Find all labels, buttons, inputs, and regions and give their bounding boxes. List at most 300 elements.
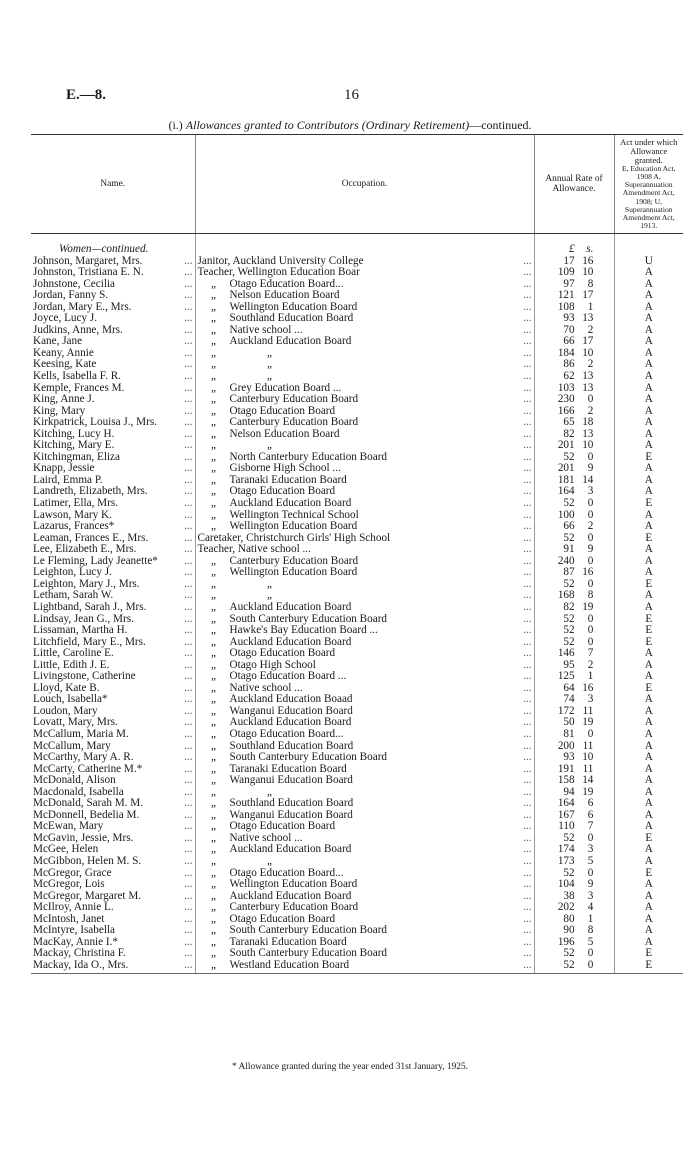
row-name: Leighton, Lucy J. ...	[31, 567, 195, 579]
row-rate: 166 2	[534, 406, 614, 418]
row-act: A	[644, 717, 653, 729]
row-occupation: „ Otago Education Board... ...	[195, 729, 534, 741]
row-name: McCallum, Maria M. ...	[31, 729, 195, 741]
row-name: Lindsay, Jean G., Mrs. ...	[31, 614, 195, 626]
row-act: A	[644, 798, 653, 810]
row-rate: 82 19	[534, 602, 614, 614]
table-row	[31, 602, 683, 614]
row-rate: 201 10	[534, 440, 614, 452]
table-row	[31, 741, 683, 753]
table-row	[31, 775, 683, 787]
row-name: McGregor, Lois ...	[31, 879, 195, 891]
row-name: McDonald, Alison ...	[31, 775, 195, 787]
table-row	[31, 440, 683, 452]
row-rate: 110 7	[534, 821, 614, 833]
row-act: A	[644, 359, 653, 371]
section-label: Women—continued.	[31, 244, 195, 256]
row-name: McGregor, Grace ...	[31, 868, 195, 880]
row-occupation: „ Canterbury Education Board ...	[195, 902, 534, 914]
column-header-act	[614, 135, 683, 234]
column-header-name: Name.	[31, 135, 195, 234]
row-rate: 52 0	[534, 637, 614, 649]
table-row	[31, 406, 683, 418]
table-row	[31, 879, 683, 891]
row-occupation: „ Wellington Education Board ...	[195, 521, 534, 533]
row-name: Lightband, Sarah J., Mrs. ...	[31, 602, 195, 614]
row-occupation: „ Auckland Education Board ...	[195, 336, 534, 348]
row-name: McCallum, Mary ...	[31, 741, 195, 753]
row-act: A	[644, 301, 653, 313]
row-occupation: Teacher, Wellington Education Boar ...	[195, 267, 534, 279]
row-name: Loudon, Mary ...	[31, 706, 195, 718]
row-occupation: „ Canterbury Education Board ...	[195, 556, 534, 568]
row-rate: 93 13	[534, 313, 614, 325]
row-name: Lissaman, Martha H. ...	[31, 625, 195, 637]
row-rate: 87 16	[534, 567, 614, 579]
row-name: Le Fleming, Lady Jeanette* ...	[31, 556, 195, 568]
table-row	[31, 625, 683, 637]
table-row	[31, 833, 683, 845]
table-row	[31, 256, 683, 268]
row-act: A	[644, 417, 653, 429]
row-name: Little, Caroline E. ...	[31, 648, 195, 660]
row-name: King, Anne J. ...	[31, 394, 195, 406]
row-occupation: „ Otago Education Board ...	[195, 486, 534, 498]
row-act: A	[644, 336, 653, 348]
section-row	[31, 244, 683, 256]
row-occupation: „ „ ...	[195, 787, 534, 799]
table-row	[31, 706, 683, 718]
row-name: Keany, Annie ...	[31, 348, 195, 360]
table-row	[31, 486, 683, 498]
table-row	[31, 533, 683, 545]
row-act: A	[644, 786, 653, 798]
row-rate: 100 0	[534, 510, 614, 522]
row-rate: 52 0	[534, 960, 614, 974]
table-row	[31, 937, 683, 949]
row-rate: 125 1	[534, 671, 614, 683]
title-text: Allowances granted to Contributors (Ordinary Retirement)	[185, 118, 470, 132]
row-act: E	[645, 451, 653, 463]
row-act: A	[644, 879, 653, 891]
row-occupation: „ Otago High School ...	[195, 660, 534, 672]
table-row	[31, 279, 683, 291]
row-act: A	[644, 809, 653, 821]
row-rate: 158 14	[534, 775, 614, 787]
row-act: A	[644, 890, 653, 902]
row-name: Joyce, Lucy J. ...	[31, 313, 195, 325]
table-row	[31, 383, 683, 395]
table-row	[31, 660, 683, 672]
row-occupation: „ „ ...	[195, 856, 534, 868]
row-rate: 17 16	[534, 256, 614, 268]
row-occupation: „ Native school ... ...	[195, 683, 534, 695]
row-occupation: „ Auckland Education Boaad ...	[195, 694, 534, 706]
row-occupation: „ „ ...	[195, 440, 534, 452]
row-occupation: „ Wanganui Education Board ...	[195, 775, 534, 787]
row-act: A	[644, 671, 653, 683]
row-act: A	[644, 705, 653, 717]
row-occupation: „ Otago Education Board ...	[195, 648, 534, 660]
table-row	[31, 729, 683, 741]
row-occupation: „ Auckland Education Board ...	[195, 891, 534, 903]
row-act: E	[645, 948, 653, 960]
row-name: Macdonald, Isabella ...	[31, 787, 195, 799]
row-rate: 52 0	[534, 833, 614, 845]
row-act: A	[644, 313, 653, 325]
table-row	[31, 752, 683, 764]
row-rate: 66 17	[534, 336, 614, 348]
row-rate: 50 19	[534, 717, 614, 729]
row-name: Leighton, Mary J., Mrs. ...	[31, 579, 195, 591]
title-prefix: (i.)	[168, 118, 183, 132]
row-occupation: „ Auckland Education Board ...	[195, 844, 534, 856]
row-name: Kane, Jane ...	[31, 336, 195, 348]
row-act: A	[644, 902, 653, 914]
row-rate: 200 11	[534, 741, 614, 753]
row-act: A	[644, 567, 653, 579]
row-rate: 38 3	[534, 891, 614, 903]
row-rate: 64 16	[534, 683, 614, 695]
row-name: Johnston, Tristiana E. N. ...	[31, 267, 195, 279]
row-occupation: „ Auckland Education Board ...	[195, 717, 534, 729]
row-occupation: „ Wellington Education Board ...	[195, 567, 534, 579]
table-row	[31, 868, 683, 880]
row-name: Mackay, Ida O., Mrs. ...	[31, 960, 195, 974]
row-act: A	[644, 601, 653, 613]
row-occupation: „ Otago Education Board ...	[195, 821, 534, 833]
row-occupation: „ Otago Education Board... ...	[195, 279, 534, 291]
row-occupation: Caretaker, Christchurch Girls' High School ...	[195, 533, 534, 545]
currency-header: £ s.	[534, 244, 614, 256]
table-title	[0, 118, 700, 133]
row-rate: 201 9	[534, 463, 614, 475]
table-row	[31, 394, 683, 406]
row-name: Laird, Emma P. ...	[31, 475, 195, 487]
table-row	[31, 925, 683, 937]
row-name: Lawson, Mary K. ...	[31, 510, 195, 522]
row-occupation: „ South Canterbury Education Board ...	[195, 948, 534, 960]
table-row	[31, 844, 683, 856]
row-name: McGee, Helen ...	[31, 844, 195, 856]
row-act: A	[644, 555, 653, 567]
table-row	[31, 498, 683, 510]
row-occupation: „ Taranaki Education Board ...	[195, 937, 534, 949]
row-act: U	[644, 255, 653, 267]
row-name: Johnstone, Cecilia ...	[31, 279, 195, 291]
row-rate: 172 11	[534, 706, 614, 718]
row-occupation: „ Auckland Education Board ...	[195, 498, 534, 510]
row-name: McIntosh, Janet ...	[31, 914, 195, 926]
row-occupation: „ Otago Education Board ...	[195, 914, 534, 926]
row-rate: 109 10	[534, 267, 614, 279]
row-name: Keesing, Kate ...	[31, 359, 195, 371]
row-act: A	[644, 371, 653, 383]
row-act: A	[644, 394, 653, 406]
row-occupation: Teacher, Native school ... ...	[195, 544, 534, 556]
row-rate: 196 5	[534, 937, 614, 949]
row-act: A	[644, 694, 653, 706]
table-row	[31, 429, 683, 441]
row-rate: 52 0	[534, 948, 614, 960]
table-row	[31, 463, 683, 475]
row-occupation: „ Canterbury Education Board ...	[195, 394, 534, 406]
row-name: Kirkpatrick, Louisa J., Mrs. ...	[31, 417, 195, 429]
row-occupation: „ Gisborne High School ... ...	[195, 463, 534, 475]
row-act: A	[644, 267, 653, 279]
row-rate: 80 1	[534, 914, 614, 926]
row-name: Lovatt, Mary, Mrs. ...	[31, 717, 195, 729]
table-row	[31, 371, 683, 383]
table-row	[31, 302, 683, 314]
row-occupation: „ South Canterbury Education Board ...	[195, 752, 534, 764]
row-act: E	[645, 867, 653, 879]
table-row	[31, 821, 683, 833]
table-row	[31, 614, 683, 626]
row-rate: 52 0	[534, 868, 614, 880]
row-name: Kells, Isabella F. R. ...	[31, 371, 195, 383]
row-rate: 174 3	[534, 844, 614, 856]
row-name: Livingstone, Catherine ...	[31, 671, 195, 683]
table-row	[31, 798, 683, 810]
row-name: McDonald, Sarah M. M. ...	[31, 798, 195, 810]
row-name: Jordan, Fanny S. ...	[31, 290, 195, 302]
table-row	[31, 856, 683, 868]
table-row	[31, 544, 683, 556]
row-name: Kitching, Mary E. ...	[31, 440, 195, 452]
row-occupation: „ Otago Education Board ...	[195, 406, 534, 418]
row-rate: 181 14	[534, 475, 614, 487]
row-rate: 202 4	[534, 902, 614, 914]
table-row	[31, 579, 683, 591]
table-row	[31, 683, 683, 695]
table-row	[31, 475, 683, 487]
row-name: Lazarus, Frances* ...	[31, 521, 195, 533]
row-act: E	[645, 682, 653, 694]
table-row	[31, 914, 683, 926]
row-rate: 52 0	[534, 533, 614, 545]
row-act: A	[644, 775, 653, 787]
row-act: A	[644, 648, 653, 660]
row-name: McGibbon, Helen M. S. ...	[31, 856, 195, 868]
row-act: A	[644, 440, 653, 452]
row-rate: 52 0	[534, 614, 614, 626]
row-name: Judkins, Anne, Mrs. ...	[31, 325, 195, 337]
row-occupation: „ Canterbury Education Board ...	[195, 417, 534, 429]
table-row	[31, 556, 683, 568]
row-occupation: „ Grey Education Board ... ...	[195, 383, 534, 395]
act-legend: E, Education Act, 1908 A, Superannuation Amendment Act, 1908; U, Superannuation Amendment Act, 1913.	[621, 163, 676, 231]
table-row	[31, 452, 683, 464]
table-row	[31, 313, 683, 325]
row-rate: 146 7	[534, 648, 614, 660]
row-occupation: „ Taranaki Education Board ...	[195, 475, 534, 487]
row-act: A	[644, 405, 653, 417]
row-act: A	[644, 474, 653, 486]
row-act: A	[644, 428, 653, 440]
row-rate: 52 0	[534, 452, 614, 464]
row-occupation: „ South Canterbury Education Board ...	[195, 925, 534, 937]
row-act: A	[644, 925, 653, 937]
row-act: A	[644, 740, 653, 752]
row-occupation: „ Wanganui Education Board ...	[195, 810, 534, 822]
row-act: A	[644, 752, 653, 764]
row-rate: 230 0	[534, 394, 614, 406]
row-name: Kitchingman, Eliza ...	[31, 452, 195, 464]
row-act: A	[644, 463, 653, 475]
row-rate: 108 1	[534, 302, 614, 314]
row-act: A	[644, 590, 653, 602]
row-rate: 65 18	[534, 417, 614, 429]
row-rate: 74 3	[534, 694, 614, 706]
table-row	[31, 960, 683, 974]
row-rate: 52 0	[534, 625, 614, 637]
row-occupation: „ Nelson Education Board ...	[195, 290, 534, 302]
row-occupation: „ Otago Education Board ... ...	[195, 671, 534, 683]
table-row	[31, 417, 683, 429]
row-rate: 52 0	[534, 498, 614, 510]
table-row	[31, 764, 683, 776]
row-occupation: „ Auckland Education Board ...	[195, 637, 534, 649]
row-act: A	[644, 324, 653, 336]
row-occupation: „ Taranaki Education Board ...	[195, 764, 534, 776]
row-act: A	[644, 544, 653, 556]
column-header-rate: Annual Rate of Allowance.	[534, 135, 614, 234]
row-occupation: „ Wanganui Education Board ...	[195, 706, 534, 718]
row-act: E	[645, 613, 653, 625]
table-row	[31, 510, 683, 522]
row-occupation: „ Native school ... ...	[195, 833, 534, 845]
row-rate: 240 0	[534, 556, 614, 568]
row-name: Little, Edith J. E. ...	[31, 660, 195, 672]
row-act: A	[644, 821, 653, 833]
row-occupation: „ Nelson Education Board ...	[195, 429, 534, 441]
row-name: McGavin, Jessie, Mrs. ...	[31, 833, 195, 845]
row-act: E	[614, 960, 683, 974]
row-act: A	[644, 855, 653, 867]
row-name: McCarthy, Mary A. R. ...	[31, 752, 195, 764]
row-name: Johnson, Margaret, Mrs. ...	[31, 256, 195, 268]
row-rate: 93 10	[534, 752, 614, 764]
table-row	[31, 521, 683, 533]
table-row	[31, 637, 683, 649]
row-rate: 95 2	[534, 660, 614, 672]
row-name: McDonnell, Bedelia M. ...	[31, 810, 195, 822]
row-rate: 97 8	[534, 279, 614, 291]
row-rate: 191 11	[534, 764, 614, 776]
row-occupation: „ Southland Education Board ...	[195, 741, 534, 753]
table-row	[31, 359, 683, 371]
row-act: A	[644, 521, 653, 533]
row-name: Litchfield, Mary E., Mrs. ...	[31, 637, 195, 649]
row-occupation: „ „ ...	[195, 348, 534, 360]
row-occupation: „ Otago Education Board... ...	[195, 868, 534, 880]
row-rate: 173 5	[534, 856, 614, 868]
table-row	[31, 810, 683, 822]
row-rate: 167 6	[534, 810, 614, 822]
table-row	[31, 902, 683, 914]
row-name: Jordan, Mary E., Mrs. ...	[31, 302, 195, 314]
table-row	[31, 567, 683, 579]
row-act: A	[644, 382, 653, 394]
row-occupation: „ Auckland Education Board ...	[195, 602, 534, 614]
title-suffix: —continued.	[469, 118, 532, 132]
column-header-occupation: Occupation.	[195, 135, 534, 234]
table-row	[31, 891, 683, 903]
row-occupation: „ „ ...	[195, 579, 534, 591]
row-rate: 164 6	[534, 798, 614, 810]
row-occupation: Janitor, Auckland University College ...	[195, 256, 534, 268]
table-row	[31, 336, 683, 348]
row-name: Mackay, Christina F. ...	[31, 948, 195, 960]
row-rate: 168 8	[534, 590, 614, 602]
page-number: 16	[344, 87, 359, 103]
table-row	[31, 648, 683, 660]
row-occupation: „ Native school ... ...	[195, 325, 534, 337]
row-occupation: „ Southland Education Board ...	[195, 798, 534, 810]
footnote: * Allowance granted during the year ended 31st January, 1925.	[231, 1062, 469, 1072]
row-name: MacKay, Annie I.* ...	[31, 937, 195, 949]
row-name: Kemple, Frances M. ...	[31, 383, 195, 395]
row-name: Lloyd, Kate B. ...	[31, 683, 195, 695]
row-name: McEwan, Mary ...	[31, 821, 195, 833]
row-rate: 82 13	[534, 429, 614, 441]
row-rate: 62 13	[534, 371, 614, 383]
row-occupation: „ „ ...	[195, 371, 534, 383]
row-act: E	[645, 832, 653, 844]
row-rate: 184 10	[534, 348, 614, 360]
row-occupation: „ South Canterbury Education Board ...	[195, 614, 534, 626]
row-occupation: „ Southland Education Board ...	[195, 313, 534, 325]
table-row	[31, 590, 683, 602]
row-act: E	[645, 578, 653, 590]
row-name: King, Mary ...	[31, 406, 195, 418]
row-rate: 94 19	[534, 787, 614, 799]
row-name: McCarty, Catherine M.* ...	[31, 764, 195, 776]
row-act: A	[644, 290, 653, 302]
row-occupation: „ Wellington Technical School ...	[195, 510, 534, 522]
act-title: Act under which Allowance granted.	[620, 136, 678, 165]
row-rate: 121 17	[534, 290, 614, 302]
row-act: A	[644, 728, 653, 740]
row-name: McIlroy, Annie L. ...	[31, 902, 195, 914]
row-act: E	[645, 636, 653, 648]
row-name: Landreth, Elizabeth, Mrs. ...	[31, 486, 195, 498]
row-act: A	[644, 659, 653, 671]
row-occupation: „ Hawke's Bay Education Board ... ...	[195, 625, 534, 637]
row-act: E	[645, 625, 653, 637]
row-act: A	[644, 763, 653, 775]
row-occupation: „ „ ...	[195, 590, 534, 602]
row-name: Knapp, Jessie ...	[31, 463, 195, 475]
row-occupation: „ North Canterbury Education Board ...	[195, 452, 534, 464]
row-act: A	[644, 347, 653, 359]
row-act: E	[645, 532, 653, 544]
row-name: Latimer, Ella, Mrs. ...	[31, 498, 195, 510]
table-row	[31, 787, 683, 799]
table-row	[31, 290, 683, 302]
table-row	[31, 694, 683, 706]
row-act: E	[645, 498, 653, 510]
row-rate: 52 0	[534, 579, 614, 591]
row-name: Letham, Sarah W. ...	[31, 590, 195, 602]
table-row	[31, 325, 683, 337]
row-name: Louch, Isabella* ...	[31, 694, 195, 706]
row-name: Lee, Elizabeth E., Mrs. ...	[31, 544, 195, 556]
row-rate: 86 2	[534, 359, 614, 371]
row-occupation: „ Westland Education Board ...	[195, 960, 534, 974]
row-rate: 70 2	[534, 325, 614, 337]
